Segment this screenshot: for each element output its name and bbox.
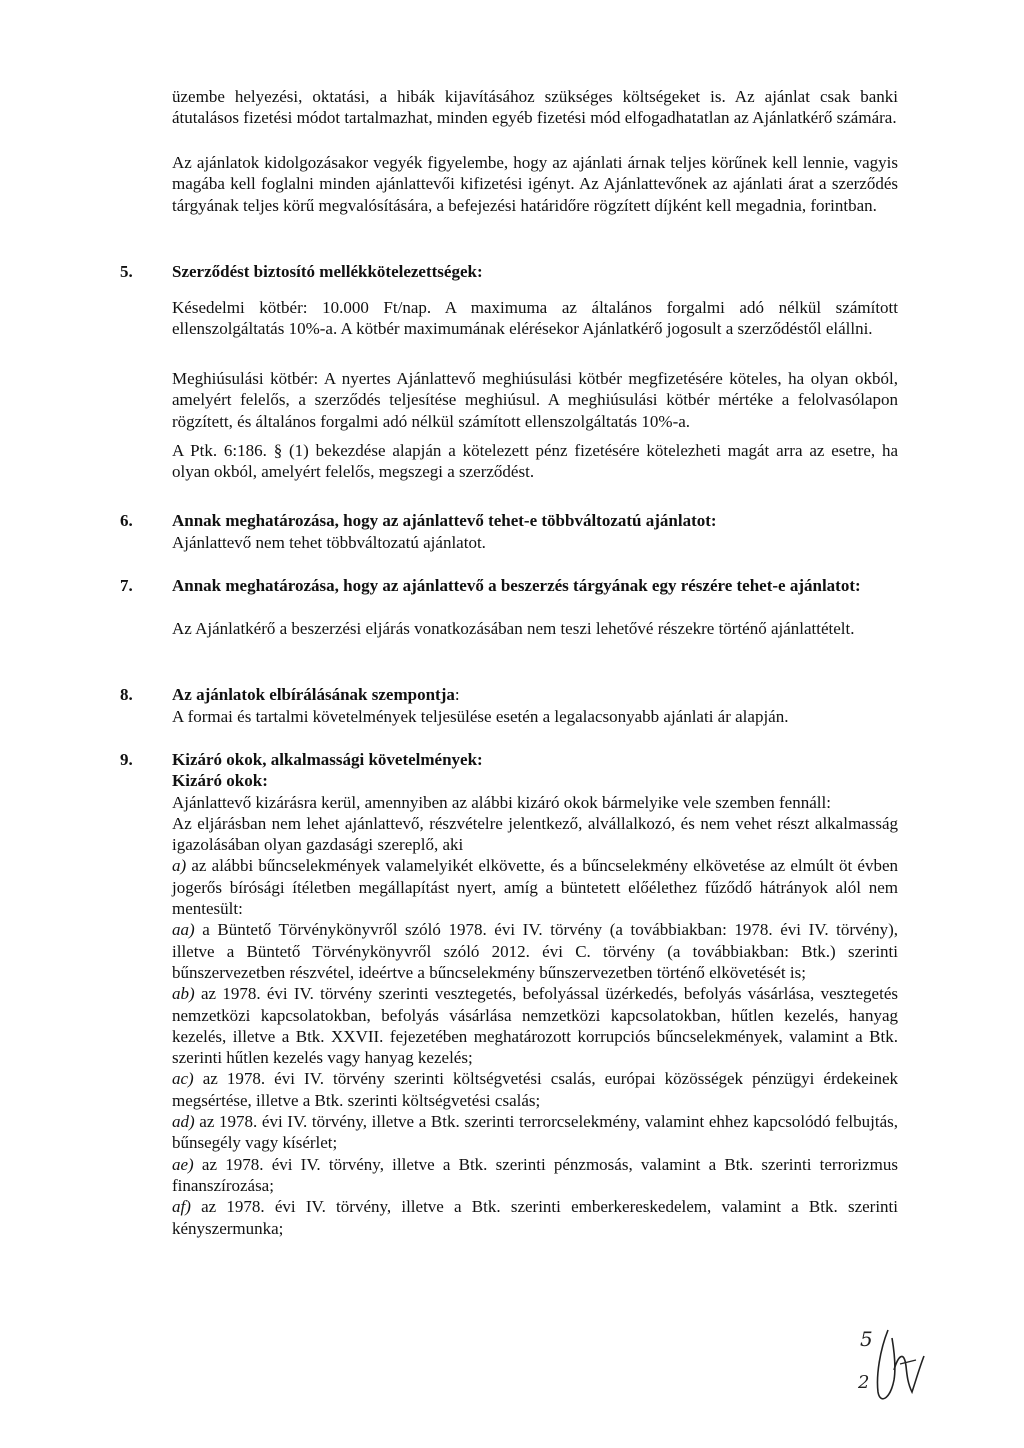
list-item [172,1154,898,1197]
list-item [172,919,898,983]
section-6-heading: Annak meghatározása, hogy az ajánlattevő tehet-e többváltozatú ajánlatot: [172,511,717,530]
section-7-heading: Annak meghatározása, hogy az ajánlattevő a beszerzés tárgyának egy részére tehet-e ajánlatot: [172,576,861,595]
section-8-heading [172,684,460,705]
list-item-label: ac) [172,1069,194,1089]
handwritten-initials-signature [850,1320,930,1410]
list-item-text: az 1978. évi IV. törvény, illetve a Btk. szerinti emberkereskedelem, valamint a Btk. szerinti kényszermunka; [172,1197,898,1238]
list-item-label: a) [172,856,187,876]
intro-paragraph-1: üzembe helyezési, oktatási, a hibák kijavításához szükséges költségeket is. Az ajánlat csak banki átutalásos fizetési módot tartalmazhat, minden egyéb fizetési mód elfogadhatatlan az Ajánlatkérő számára. [172,87,898,128]
section-5-paragraph-3: A Ptk. 6:186. § (1) bekezdése alapján a kötelezett pénz fizetésére kötelezheti magát arra az esetre, ha olyan okból, amelyért felelős, megszegi a szerződést. [172,441,898,482]
list-item [172,983,898,1068]
section-9-subheading: Kizáró okok: [172,771,268,791]
section-5-paragraph-1: Késedelmi kötbér: 10.000 Ft/nap. A maximuma az általános forgalmi adó nélkül számított ellenszolgáltatás 10%-a. A kötbér maximumának elérésekor Ajánlatkérő jogosult a szerződéstől elállni. [172,298,898,339]
list-item-label: ad) [172,1112,195,1132]
page-mark-number: 5 [860,1327,873,1351]
section-9-paragraph-1: Ajánlattevő kizárásra kerül, amennyiben az alábbi kizáró okok bármelyike vele szemben fennáll: [172,792,831,812]
intro-paragraph-2: Az ajánlatok kidolgozásakor vegyék figyelembe, hogy az ajánlati árnak teljes körűnek kell lennie, vagyis magába kell foglalni minden ajánlattevői kifizetési igényt. Az Ajánlattevőnek az ajánlati árat a szerződés tárgyának teljes körű megvalósítására, a befejezési határidőre rögzített díjként kell megadnia, forintban. [172,153,898,215]
page-mark-subnumber: 2 [858,1372,870,1393]
section-7-number: 7. [120,576,133,595]
section-9-heading: Kizáró okok, alkalmassági követelmények: [172,750,483,769]
list-item-label: ab) [172,984,195,1004]
list-item-label: ae) [172,1154,194,1174]
section-6-paragraph: Ajánlattevő nem tehet többváltozatú ajánlatot. [172,533,486,552]
section-5-heading: Szerződést biztosító mellékkötelezettségek: [172,262,483,281]
section-8-heading-text: Az ajánlatok elbírálásának szempontja [172,685,455,704]
signature-stroke-3 [900,1360,916,1364]
list-item [172,1068,898,1111]
section-8-number: 8. [120,685,133,704]
list-item-text: a Büntető Törvénykönyvről szóló 1978. évi IV. törvény (a továbbiakban: 1978. évi IV. törvény), illetve a Büntető Törvénykönyvről szóló 2012. évi C. törvény (a továbbiakban: Btk.) szerinti bűnszervezetben részvétel, ideértve a bűncselekmény bűnszervezetben történő elkövetését is; [172,920,898,982]
section-9-number: 9. [120,750,133,769]
list-item [172,1196,898,1239]
list-item-text: az 1978. évi IV. törvény, illetve a Btk. szerinti pénzmosás, valamint a Btk. szerinti terrorizmus finanszírozása; [172,1154,898,1195]
list-item-text: az alábbi bűncselekmények valamelyikét elkövette, és a bűncselekmény elkövetése az elmúlt öt évben jogerős bírósági ítéletben megállapítást nyert, amíg a büntetett előélethez fűződő hátrányok alól nem mentesült: [172,856,898,919]
section-7-paragraph: Az Ajánlatkérő a beszerzési eljárás vonatkozásában nem teszi lehetővé részekre történő ajánlattételt. [172,619,855,638]
signature-stroke-1 [877,1330,894,1399]
list-item [172,855,898,919]
section-8-paragraph: A formai és tartalmi követelmények teljesülése esetén a legalacsonyabb ajánlati ár alapján. [172,707,789,726]
section-6-number: 6. [120,511,133,530]
list-item-label: af) [172,1197,191,1217]
list-item [172,1111,898,1154]
section-9-block [172,749,898,1239]
list-item-text: az 1978. évi IV. törvény szerinti költségvetési csalás, európai közösségek pénzügyi érdekeinek megsértése, illetve a Btk. szerinti költségvetési csalás; [172,1069,898,1110]
section-5-paragraph-2: Meghiúsulási kötbér: A nyertes Ajánlattevő meghiúsulási kötbér megfizetésére köteles, ha olyan okból, amelyért felelős, a szerződés teljesítése meghiúsul. A meghiúsulási kötbér mértéke a felolvasólapon rögzített, és általános forgalmi adó nélkül számított ellenszolgáltatás 10%-a. [172,369,898,431]
section-8-heading-colon: : [454,685,460,704]
section-9-paragraph-2: Az eljárásban nem lehet ajánlattevő, részvételre jelentkező, alvállalkozó, és nem vehet részt alkalmasság igazolásában olyan gazdasági szereplő, aki [172,813,898,855]
list-item-label: aa) [172,920,195,940]
section-5-number: 5. [120,262,133,281]
list-item-text: az 1978. évi IV. törvény szerinti vesztegetés, befolyással üzérkedés, befolyás vásárlása, vesztegetés nemzetközi kapcsolatokban, befolyás vásárlása nemzetközi kapcsolatokban, hűtlen kezelés, hanyag kezelés, illetve a Btk. XXVII. fejezetében meghatározott korrupciós bűncselekmények, valamint a Btk. szerinti hűtlen kezelés vagy hanyag kezelés; [172,984,898,1068]
list-item-text: az 1978. évi IV. törvény, illetve a Btk. szerinti terrorcselekmény, valamint ehhez kapcsolódó felbujtás, bűnsegély vagy kísérlet; [172,1112,898,1153]
